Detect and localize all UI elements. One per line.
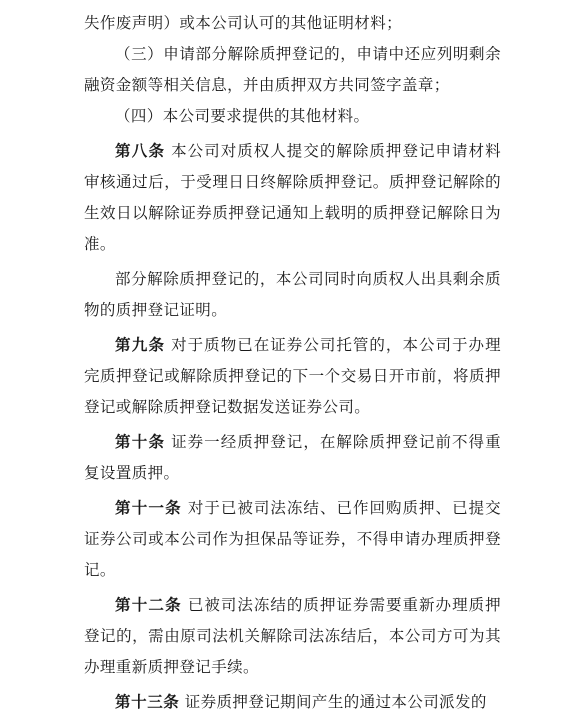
article-heading: 第十二条 (115, 596, 182, 614)
paragraph-text: 本公司对质权人提交的解除质押登记申请材料审核通过后，于受理日日终解除质押登记。质押登记解除的生效日以解除证券质押登记通知上载明的质押登记解除日为准。 (84, 142, 501, 253)
article-9 (84, 330, 501, 423)
paragraph-continuation (84, 8, 501, 39)
article-heading: 第九条 (115, 336, 166, 354)
article-heading: 第十条 (115, 433, 166, 451)
paragraph-text: 对于已被司法冻结、已作回购质押、已提交证券公司或本公司作为担保品等证券，不得申请办理质押登记。 (84, 499, 502, 579)
article-10 (84, 427, 501, 489)
paragraph-text: （四）本公司要求提供的其他材料。 (115, 107, 370, 125)
paragraph-partial-release (84, 264, 501, 326)
paragraph-text: 部分解除质押登记的，本公司同时向质权人出具剩余质物的质押登记证明。 (84, 270, 501, 319)
paragraph-text: 证券质押登记期间产生的通过本公司派发的 (184, 693, 487, 711)
article-13 (84, 687, 501, 718)
article-heading: 第八条 (115, 142, 166, 160)
article-8 (84, 136, 501, 260)
paragraph-item-4 (84, 101, 501, 132)
paragraph-item-3 (84, 39, 501, 101)
paragraph-text: 证券一经质押登记，在解除质押登记前不得重复设置质押。 (84, 433, 501, 482)
paragraph-text: （三）申请部分解除质押登记的，申请中还应列明剩余融资金额等相关信息，并由质押双方共同签字盖章； (84, 45, 501, 94)
paragraph-text: 已被司法冻结的质押证券需要重新办理质押登记的，需由原司法机关解除司法冻结后，本公司方可为其办理重新质押登记手续。 (84, 596, 502, 676)
paragraph-text: 失作废声明）或本公司认可的其他证明材料； (84, 14, 403, 32)
article-12 (84, 590, 501, 683)
article-heading: 第十一条 (115, 499, 182, 517)
paragraph-text: 对于质物已在证券公司托管的，本公司于办理完质押登记或解除质押登记的下一个交易日开市前，将质押登记或解除质押登记数据发送证券公司。 (84, 336, 501, 416)
article-11 (84, 493, 501, 586)
article-heading: 第十三条 (115, 693, 180, 711)
